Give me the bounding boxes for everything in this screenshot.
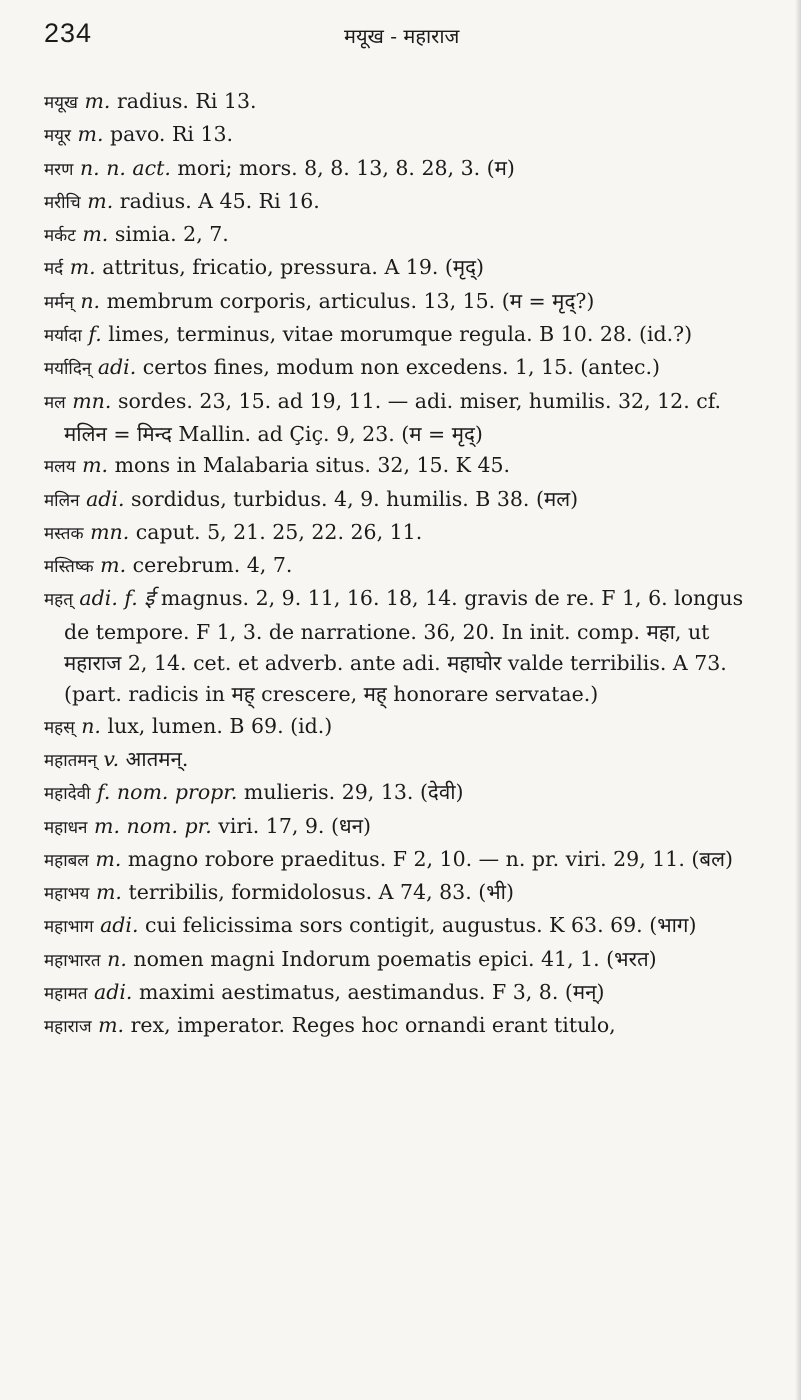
entry-definition: certos fines, modum non excedens. 1, 15. (antec.) [142, 355, 660, 380]
entry-headword: महाभय [44, 884, 90, 905]
dictionary-entry [44, 944, 764, 977]
entry-headword: महाधन [44, 817, 88, 838]
entry-grammar: m. [82, 453, 109, 478]
entry-grammar: m. [69, 255, 96, 280]
entry-definition: lux, lumen. B 69. (id.) [107, 713, 333, 738]
entry-definition: आतमन्. [125, 746, 189, 771]
dictionary-entry [44, 319, 764, 352]
entry-grammar: m. [98, 1013, 125, 1038]
entry-headword: मरण [44, 159, 74, 180]
entry-grammar: m. [100, 553, 127, 578]
dictionary-entry [44, 1010, 764, 1043]
dictionary-entry [44, 910, 764, 943]
entry-definition: magnus. 2, 9. 11, 16. 18, 14. gravis de re. F 1, 6. longus de tempore. F 1, 3. de narratione. 36, 20. In init. comp. महा, ut महाराज 2, 14. cet. et adverb. ante adi. महाघोर valde terribilis. A 73. (part. radicis in मह् crescere, मह् honorare servatae.) [64, 586, 744, 707]
entry-grammar: m. [87, 188, 114, 213]
entry-headword: महामत [44, 984, 88, 1005]
entry-definition: sordes. 23, 15. ad 19, 11. — adi. miser, humilis. 32, 12. cf. मलिन = मिन्द Mallin. ad Çiç. 9, 23. (म = मृद्) [64, 388, 722, 446]
dictionary-entry [44, 550, 764, 583]
entry-grammar: f. [88, 322, 102, 347]
entry-grammar: n. [107, 946, 127, 971]
entry-grammar: mn. [90, 519, 130, 544]
entry-grammar: adi. [86, 486, 125, 511]
entry-definition: maximi aestimatus, aestimandus. F 3, 8. (मन्) [138, 980, 605, 1005]
running-head: मयूख - महाराज [344, 24, 460, 48]
entry-headword: महातमन् [44, 750, 97, 771]
dictionary-entry [44, 744, 764, 777]
entry-headword: मर्द [44, 259, 64, 280]
entry-definition: mulieris. 29, 13. (देवी) [243, 780, 464, 805]
entry-headword: मल [44, 392, 66, 413]
dictionary-entry [44, 777, 764, 810]
dictionary-entry [44, 877, 764, 910]
entry-definition: cui felicissima sors contigit, augustus. K 63. 69. (भाग) [145, 913, 697, 938]
page-number: 234 [44, 18, 93, 48]
entry-headword: मस्तक [44, 523, 84, 544]
dictionary-entries [44, 86, 764, 1044]
entry-definition: rex, imperator. Reges hoc ornandi erant titulo, [130, 1013, 616, 1038]
dictionary-entry [44, 186, 764, 219]
entry-grammar: m. [84, 89, 111, 113]
entry-definition: pavo. Ri 13. [110, 122, 234, 147]
entry-headword: मयूर [44, 126, 71, 147]
entry-definition: membrum corporis, articulus. 13, 15. (म = मृद्?) [106, 288, 595, 313]
entry-grammar: f. nom. propr. [97, 780, 238, 805]
dictionary-entry [44, 583, 764, 710]
entry-grammar: m. [95, 880, 122, 905]
entry-definition: nomen magni Indorum poematis epici. 41, 1. (भरत) [133, 946, 657, 971]
entry-grammar: v. [103, 746, 120, 771]
entry-definition: radius. A 45. Ri 16. [119, 188, 320, 213]
dictionary-entry [44, 153, 764, 186]
entry-headword: मर्कट [44, 226, 76, 247]
dictionary-entry [44, 86, 764, 119]
dictionary-entry [44, 450, 764, 483]
entry-headword: मर्यादा [44, 326, 82, 347]
entry-definition: limes, terminus, vitae morumque regula. B 10. 28. (id.?) [108, 322, 693, 347]
entry-definition: simia. 2, 7. [114, 222, 229, 247]
dictionary-entry [44, 386, 764, 451]
entry-grammar: adi. [93, 980, 133, 1005]
dictionary-entry [44, 811, 764, 844]
entry-grammar: n. [80, 288, 101, 313]
entry-definition: attritus, fricatio, pressura. A 19. (मृद्) [102, 255, 485, 280]
dictionary-entry [44, 252, 764, 285]
entry-definition: radius. Ri 13. [116, 89, 257, 113]
entry-grammar: n. n. act. [79, 155, 171, 180]
entry-headword: महाभारत [44, 950, 101, 971]
entry-definition: caput. 5, 21. 25, 22. 26, 11. [135, 519, 423, 544]
entry-grammar: adi. f. ई [79, 586, 155, 611]
entry-headword: मर्मन् [44, 292, 74, 313]
entry-headword: महाराज [44, 1017, 92, 1038]
dictionary-entry [44, 352, 764, 385]
entry-definition: sordidus, turbidus. 4, 9. humilis. B 38. (मल) [131, 486, 579, 511]
entry-grammar: m. [95, 846, 122, 871]
page-edge-shadow [795, 0, 801, 1400]
dictionary-entry [44, 844, 764, 877]
entry-definition: cerebrum. 4, 7. [132, 553, 293, 578]
entry-grammar: adi. [97, 355, 137, 380]
entry-headword: महादेवी [44, 784, 91, 805]
dictionary-entry [44, 711, 764, 744]
entry-definition: mons in Malabaria situs. 32, 15. K 45. [114, 453, 511, 478]
entry-headword: मयूख [44, 93, 78, 113]
entry-headword: महाबल [44, 850, 89, 871]
entry-grammar: n. [81, 713, 101, 738]
dictionary-entry [44, 484, 764, 517]
entry-grammar: m. [77, 122, 104, 147]
entry-grammar: mn. [72, 388, 112, 413]
entry-definition: viri. 17, 9. (धन) [218, 813, 371, 838]
entry-definition: mori; mors. 8, 8. 13, 8. 28, 3. (म) [177, 155, 515, 180]
entry-headword: मलिन [44, 490, 80, 511]
entry-headword: महाभाग [44, 917, 94, 938]
dictionary-entry [44, 977, 764, 1010]
dictionary-entry [44, 286, 764, 319]
entry-headword: मर्यादिन् [44, 359, 92, 380]
entry-headword: मस्तिष्क [44, 557, 94, 578]
entry-grammar: adi. [100, 913, 139, 938]
entry-headword: महत् [44, 590, 73, 611]
entry-headword: महस् [44, 717, 75, 738]
dictionary-entry [44, 119, 764, 152]
entry-grammar: m. [82, 222, 109, 247]
entry-grammar: m. nom. pr. [94, 813, 212, 838]
entry-headword: मरीचि [44, 192, 81, 213]
entry-definition: terribilis, formidolosus. A 74, 83. (भी) [128, 880, 514, 905]
dictionary-entry [44, 517, 764, 550]
page-header [44, 18, 761, 58]
entry-headword: मलय [44, 457, 76, 478]
dictionary-entry [44, 219, 764, 252]
entry-definition: magno robore praeditus. F 2, 10. — n. pr. viri. 29, 11. (बल) [127, 846, 733, 871]
